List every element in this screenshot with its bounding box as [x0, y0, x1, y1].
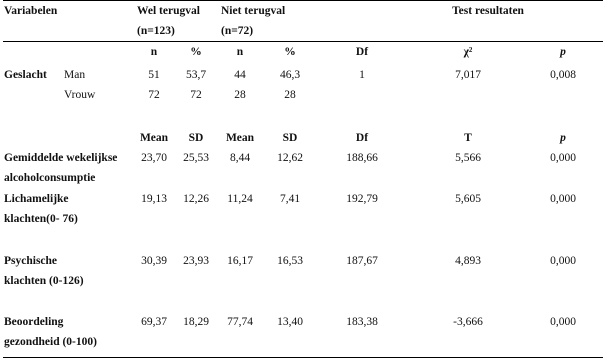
cell-mean-niet: 77,74 — [227, 316, 253, 328]
cell-sd-wel: 12,26 — [183, 193, 209, 205]
subheader-t: T — [464, 132, 472, 144]
row-label-line1: Lichamelijke — [4, 193, 69, 205]
row-label-line1: Gemiddelde wekelijkse — [4, 152, 118, 164]
row-label-line2: alcoholconsumptie — [4, 172, 96, 184]
subheader-df-2: Df — [355, 132, 369, 144]
subheader-p: p — [560, 46, 566, 58]
man-chi-square: 7,017 — [455, 69, 481, 81]
cell-mean-niet: 16,17 — [227, 255, 253, 267]
subheader-n-wel: n — [150, 46, 158, 58]
cell-p: 0,000 — [550, 193, 576, 205]
cell-sd-niet: 16,53 — [277, 255, 303, 267]
man-df: 1 — [359, 69, 365, 81]
cell-mean-niet: 8,44 — [229, 152, 251, 164]
gender-man-label: Man — [64, 69, 86, 81]
subheader-mean-wel: Mean — [139, 132, 169, 144]
row-label-line1: Beoordeling — [4, 316, 64, 328]
subheader-n-niet: n — [236, 46, 244, 58]
header-niet-n: (n=72) — [221, 25, 254, 37]
man-pct-wel: 53,7 — [185, 69, 207, 81]
cell-p: 0,000 — [550, 255, 576, 267]
cell-p: 0,000 — [550, 316, 576, 328]
cell-t: 4,893 — [455, 255, 481, 267]
cell-t: 5,605 — [455, 193, 481, 205]
gender-label: Geslacht — [4, 69, 47, 81]
gender-vrouw-label: Vrouw — [64, 89, 96, 101]
cell-df: 187,67 — [346, 255, 378, 267]
subheader-p-2: p — [560, 132, 566, 144]
subheader-sd-niet: SD — [282, 132, 298, 144]
header-niet-terugval: Niet terugval — [221, 5, 286, 17]
header-bottom-rule — [3, 41, 603, 42]
header-test-resultaten: Test resultaten — [452, 5, 524, 17]
header-wel-n: (n=123) — [137, 25, 175, 37]
cell-mean-niet: 11,24 — [227, 193, 253, 205]
cell-sd-niet: 13,40 — [277, 316, 303, 328]
table-bottom-rule — [3, 357, 603, 358]
subheader-sd-wel: SD — [188, 132, 204, 144]
vrouw-pct-niet: 28 — [284, 89, 296, 101]
cell-t: 5,566 — [455, 152, 481, 164]
row-label-line2: klachten (0-126) — [4, 275, 84, 287]
cell-sd-wel: 23,93 — [183, 255, 209, 267]
vrouw-pct-wel: 72 — [190, 89, 202, 101]
cell-df: 192,79 — [346, 193, 378, 205]
vrouw-n-niet: 28 — [234, 89, 246, 101]
man-pct-niet: 46,3 — [279, 69, 301, 81]
header-wel-terugval: Wel terugval — [137, 5, 200, 17]
subheader-chi-square: χ² — [463, 46, 473, 58]
subheader-df: Df — [355, 46, 369, 58]
cell-mean-wel: 19,13 — [141, 193, 167, 205]
subheader-pct-wel: % — [190, 46, 202, 58]
man-n-wel: 51 — [148, 69, 160, 81]
cell-mean-wel: 23,70 — [141, 152, 167, 164]
cell-mean-wel: 69,37 — [141, 316, 167, 328]
row-label-line2: klachten(0- 76) — [4, 213, 78, 225]
cell-p: 0,000 — [550, 152, 576, 164]
table-top-rule — [3, 0, 603, 1]
subheader-mean-niet: Mean — [225, 132, 255, 144]
man-p: 0,008 — [550, 69, 576, 81]
cell-sd-wel: 18,29 — [183, 316, 209, 328]
subheader-pct-niet: % — [284, 46, 296, 58]
man-n-niet: 44 — [234, 69, 246, 81]
cell-t: -3,666 — [453, 316, 483, 328]
vrouw-n-wel: 72 — [148, 89, 160, 101]
cell-mean-wel: 30,39 — [141, 255, 167, 267]
cell-sd-wel: 25,53 — [183, 152, 209, 164]
cell-sd-niet: 12,62 — [277, 152, 303, 164]
header-variables: Variabelen — [4, 5, 58, 17]
row-label-line1: Psychische — [4, 255, 58, 267]
cell-sd-niet: 7,41 — [279, 193, 301, 205]
cell-df: 188,66 — [346, 152, 378, 164]
row-label-line2: gezondheid (0-100) — [4, 336, 97, 348]
cell-df: 183,38 — [346, 316, 378, 328]
